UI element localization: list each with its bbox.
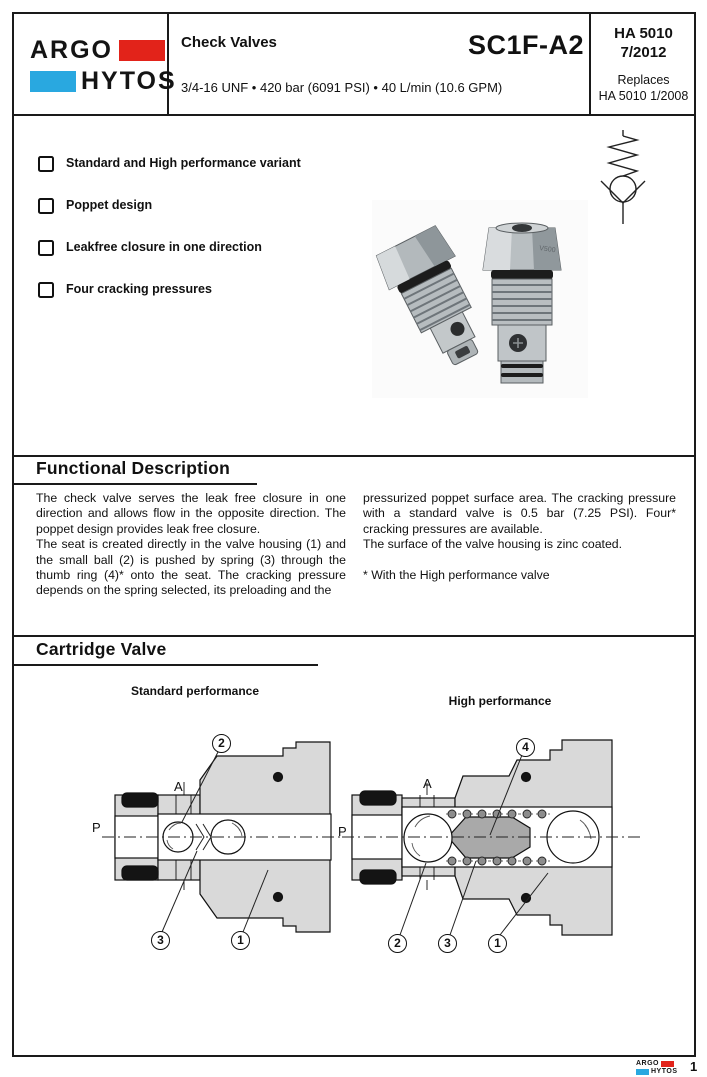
logo-cyan-rect [30, 71, 76, 92]
feature-label: Poppet design [66, 198, 153, 212]
callout-3: 3 [438, 934, 457, 953]
paragraph: pressurized poppet surface area. The cracking pressure with a standard valve is 0.5 bar (7.25 PSI). Four* cracking pressures are available. [363, 491, 676, 536]
spring-zigzag [609, 136, 637, 176]
page-number: 1 [690, 1059, 698, 1074]
port-label-p: P [338, 824, 347, 839]
logo-word-hytos: HYTOS [81, 67, 177, 95]
callout-2: 2 [212, 734, 231, 753]
ball [404, 814, 452, 862]
footer-logo [636, 1060, 678, 1075]
feature-label: Four cracking pressures [66, 282, 212, 296]
product-photo [372, 200, 588, 398]
o-ring [122, 793, 158, 807]
argo-hytos-logo [30, 36, 177, 96]
callout-1: 1 [488, 934, 507, 953]
backup-ring-dot [274, 893, 283, 902]
callout-3: 3 [151, 931, 170, 950]
checkbox-bullet-icon [38, 156, 54, 172]
feature-item [38, 198, 358, 214]
backup-ring-dot [274, 773, 283, 782]
description-right-column [363, 491, 676, 583]
feature-list [38, 156, 358, 324]
replaces-value: HA 5010 1/2008 [598, 89, 689, 103]
heading-underline [12, 664, 318, 666]
description-left-column [36, 491, 346, 599]
doc-code: HA 5010 [614, 25, 673, 42]
feature-item [38, 282, 358, 298]
high-performance-diagram [340, 715, 650, 960]
functional-description-heading: Functional Description [36, 458, 230, 478]
section-rule [12, 635, 696, 637]
callout-2: 2 [388, 934, 407, 953]
paragraph: The seat is created directly in the valve housing (1) and the small ball (2) is pushed by spring (3) through the thumb ring (4)* onto the seat. The cracking pressure depends on the spring selected, its preloading and the [36, 537, 346, 598]
logo-cyan-rect [636, 1069, 649, 1075]
header-specs: 3/4-16 UNF • 420 bar (6091 PSI) • 40 L/min (10.6 GPM) [181, 80, 503, 95]
logo-word-argo: ARGO [30, 36, 113, 64]
standard-performance-label: Standard performance [130, 684, 260, 698]
backup-ring-dot [522, 773, 531, 782]
document-title: Check Valves [181, 34, 277, 51]
model-number: SC1F-A2 [467, 30, 584, 60]
logo-red-rect [661, 1061, 674, 1067]
doc-date: 7/2012 [620, 44, 667, 61]
replaces-label: Replaces [617, 73, 670, 87]
checkbox-bullet-icon [38, 282, 54, 298]
checkbox-bullet-icon [38, 198, 54, 214]
cartridge-valve-heading: Cartridge Valve [36, 639, 167, 659]
header-bottom-rule [12, 114, 696, 116]
check-valve-symbol [596, 128, 656, 228]
o-ring [360, 870, 396, 884]
heading-underline [12, 483, 257, 485]
logo-word-argo: ARGO [636, 1060, 659, 1067]
feature-label: Standard and High performance variant [66, 156, 301, 170]
high-performance-label: High performance [448, 694, 552, 708]
paragraph: The surface of the valve housing is zinc coated. [363, 537, 623, 552]
callout-4: 4 [516, 738, 535, 757]
doc-code-block [591, 24, 696, 62]
standard-performance-diagram [100, 718, 350, 958]
section-rule [12, 455, 696, 457]
ball-circle [610, 176, 636, 202]
o-ring [360, 791, 396, 805]
feature-label: Leakfree closure in one direction [66, 240, 262, 254]
footnote: * With the High performance valve [363, 567, 550, 582]
port-label-a: A [423, 776, 432, 791]
callout-1: 1 [231, 931, 250, 950]
checkbox-bullet-icon [38, 240, 54, 256]
port-label-a: A [174, 779, 183, 794]
logo-word-hytos: HYTOS [651, 1068, 678, 1075]
paragraph: The check valve serves the leak free closure in one direction and allows flow in the opposite direction. The poppet design provides leak free closure. [36, 491, 346, 536]
logo-red-rect [119, 40, 165, 61]
photo-marking: V500 [538, 245, 556, 255]
feature-item [38, 240, 358, 256]
o-ring [122, 866, 158, 880]
port-label-p: P [92, 820, 101, 835]
replaces-block [589, 72, 698, 104]
feature-item [38, 156, 358, 172]
